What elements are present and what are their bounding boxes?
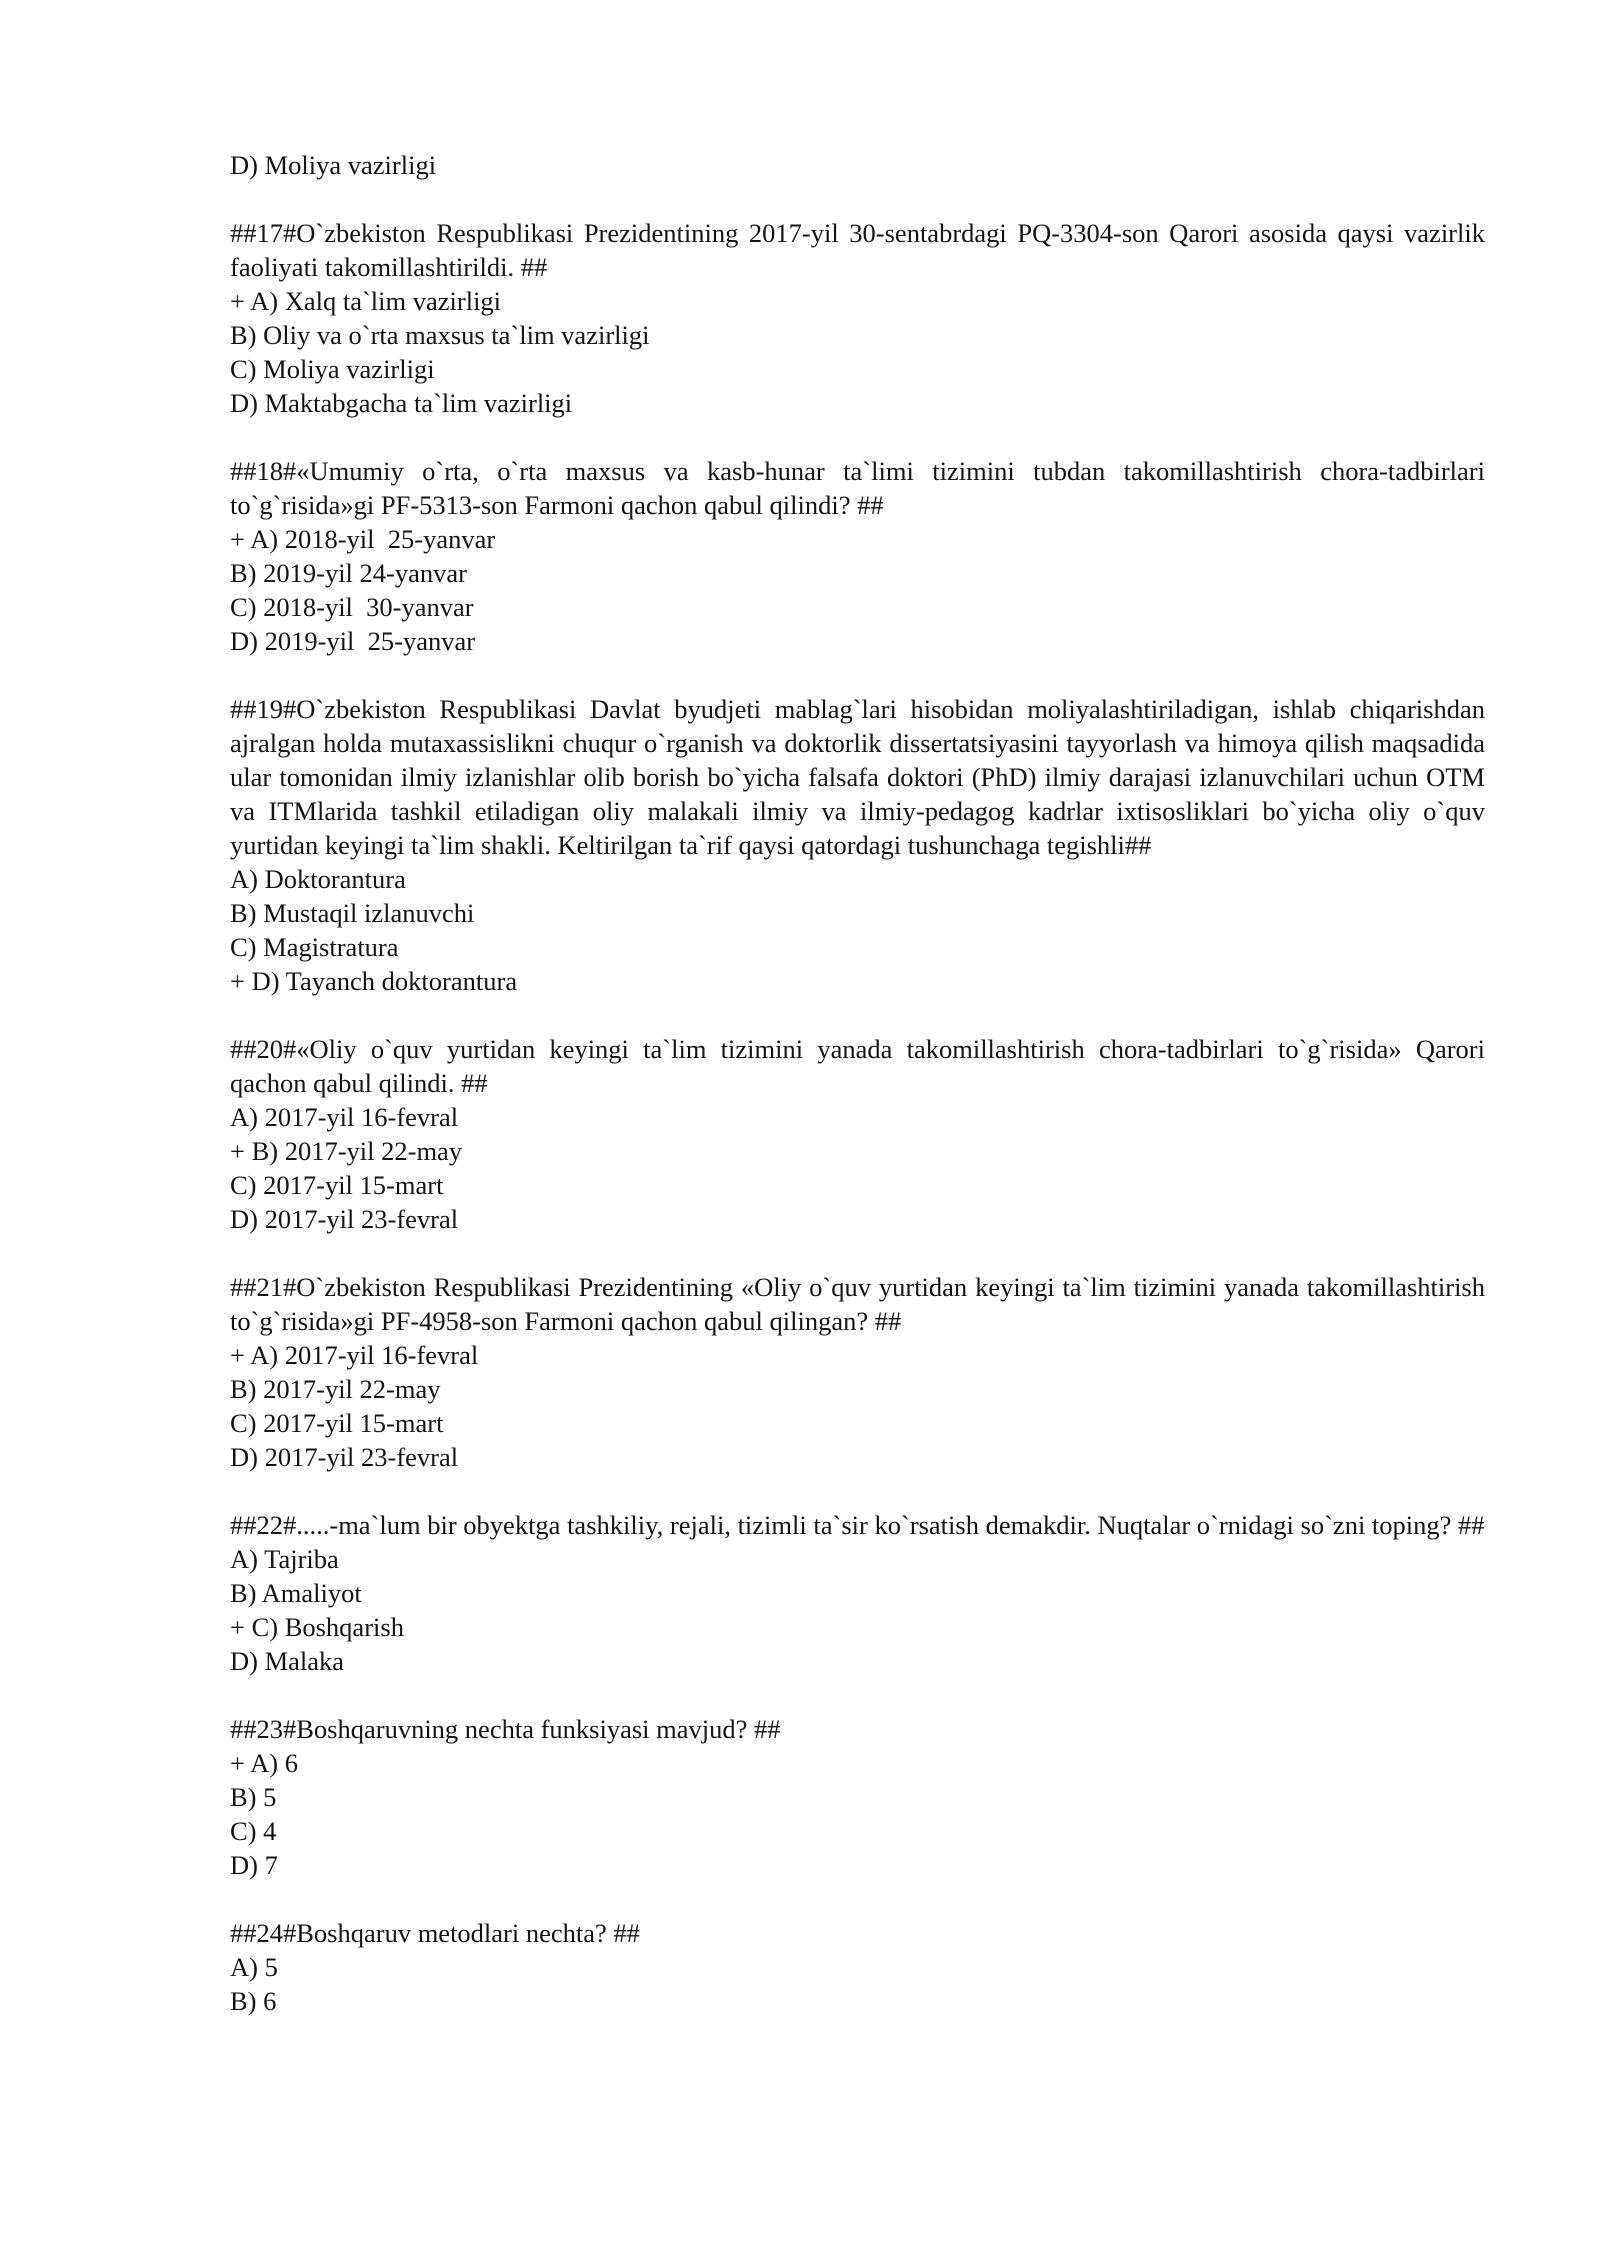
- answer-option: + B) 2017-yil 22-may: [230, 1136, 463, 1166]
- document-page: [230, 148, 1485, 2052]
- answer-option: + C) Boshqarish: [230, 1612, 404, 1642]
- question-text: ##21#O`zbekiston Respublikasi Prezidentining «Oliy o`quv yurtidan keyingi ta`lim tizimini yanada takomillashtirish to`g`risida»gi PF-4958-son Farmoni qachon qabul qilingan? ##: [230, 1272, 1485, 1336]
- answer-option: C) 2017-yil 15-mart: [230, 1408, 444, 1438]
- answer-option: C) 2018-yil 30-yanvar: [230, 592, 474, 622]
- answer-options: [230, 1542, 1485, 1678]
- answer-options: [230, 284, 1485, 420]
- question-text: ##17#O`zbekiston Respublikasi Prezidentining 2017-yil 30-sentabrdagi PQ-3304-son Qarori asosida qaysi vazirlik faoliyati takomillashtirildi. ##: [230, 218, 1485, 282]
- answer-option: B) 6: [230, 1986, 277, 2016]
- answer-options: [230, 1100, 1485, 1236]
- answer-option: + A) 2018-yil 25-yanvar: [230, 524, 496, 554]
- answer-option: D) Malaka: [230, 1646, 345, 1676]
- answer-option: D) 2017-yil 23-fevral: [230, 1442, 459, 1472]
- question-block: [230, 1916, 1485, 2018]
- answer-options: [230, 1338, 1485, 1474]
- answer-option: D) Maktabgacha ta`lim vazirligi: [230, 388, 573, 418]
- answer-option: + A) Xalq ta`lim vazirligi: [230, 286, 502, 316]
- question-text: ##18#«Umumiy o`rta, o`rta maxsus va kasb-hunar ta`limi tizimini tubdan takomillashtirish chora-tadbirlari to`g`risida»gi PF-5313-son Farmoni qachon qabul qilindi? ##: [230, 456, 1485, 520]
- answer-option: B) 2017-yil 22-may: [230, 1374, 441, 1404]
- answer-options: [230, 862, 1485, 998]
- question-text: ##23#Boshqaruvning nechta funksiyasi mavjud? ##: [230, 1714, 781, 1744]
- answer-option: B) 5: [230, 1782, 277, 1812]
- question-list: [230, 216, 1485, 2018]
- question-block: [230, 692, 1485, 998]
- answer-option: + A) 2017-yil 16-fevral: [230, 1340, 479, 1370]
- answer-option: D) 7: [230, 1850, 278, 1880]
- answer-option: C) 2017-yil 15-mart: [230, 1170, 444, 1200]
- question-text: ##24#Boshqaruv metodlari nechta? ##: [230, 1918, 640, 1948]
- answer-option: C) 4: [230, 1816, 277, 1846]
- answer-option: A) 2017-yil 16-fevral: [230, 1102, 459, 1132]
- answer-option: B) Mustaqil izlanuvchi: [230, 898, 475, 928]
- answer-option: A) Tajriba: [230, 1544, 339, 1574]
- answer-option: D) 2017-yil 23-fevral: [230, 1204, 459, 1234]
- question-block: [230, 216, 1485, 420]
- answer-option: D) 2019-yil 25-yanvar: [230, 626, 476, 656]
- question-block: [230, 454, 1485, 658]
- answer-option: + A) 6: [230, 1748, 298, 1778]
- answer-option: B) Oliy va o`rta maxsus ta`lim vazirligi: [230, 320, 650, 350]
- answer-options: [230, 1950, 1485, 2018]
- question-block: [230, 1032, 1485, 1236]
- question-block: [230, 1508, 1485, 1678]
- question-text: ##22#.....-ma`lum bir obyektga tashkiliy, rejali, tizimli ta`sir ko`rsatish demakdir. Nuqtalar o`rnidagi so`zni toping? ##: [230, 1510, 1485, 1540]
- answer-option: A) Doktorantura: [230, 864, 406, 894]
- answer-option: + D) Tayanch doktorantura: [230, 966, 518, 996]
- lead-option-line: D) Moliya vazirligi: [230, 150, 437, 180]
- answer-option: C) Moliya vazirligi: [230, 354, 435, 384]
- question-text: ##19#O`zbekiston Respublikasi Davlat byudjeti mablag`lari hisobidan moliyalashtiriladigan, ishlab chiqarishdan ajralgan holda mutaxassislikni chuqur o`rganish va doktorlik dissertatsiyasini tayyorlash va himoya qilish maqsadida ular tomonidan ilmiy izlanishlar olib borish bo`yicha falsafa doktori (PhD) ilmiy darajasi izlanuvchilari uchun OTM va ITMlarida tashkil etiladigan oliy malakali ilmiy va ilmiy-pedagog kadrlar ixtisosliklari bo`yicha oliy o`quv yurtidan keyingi ta`lim shakli. Keltirilgan ta`rif qaysi qatordagi tushunchaga tegishli##: [230, 694, 1485, 860]
- answer-option: A) 5: [230, 1952, 278, 1982]
- question-text: ##20#«Oliy o`quv yurtidan keyingi ta`lim tizimini yanada takomillashtirish chora-tadbirlari to`g`risida» Qarori qachon qabul qilindi. ##: [230, 1034, 1485, 1098]
- answer-options: [230, 1746, 1485, 1882]
- answer-option: C) Magistratura: [230, 932, 399, 962]
- answer-option: B) Amaliyot: [230, 1578, 362, 1608]
- question-block: [230, 1270, 1485, 1474]
- answer-option: B) 2019-yil 24-yanvar: [230, 558, 467, 588]
- question-block: [230, 1712, 1485, 1882]
- answer-options: [230, 522, 1485, 658]
